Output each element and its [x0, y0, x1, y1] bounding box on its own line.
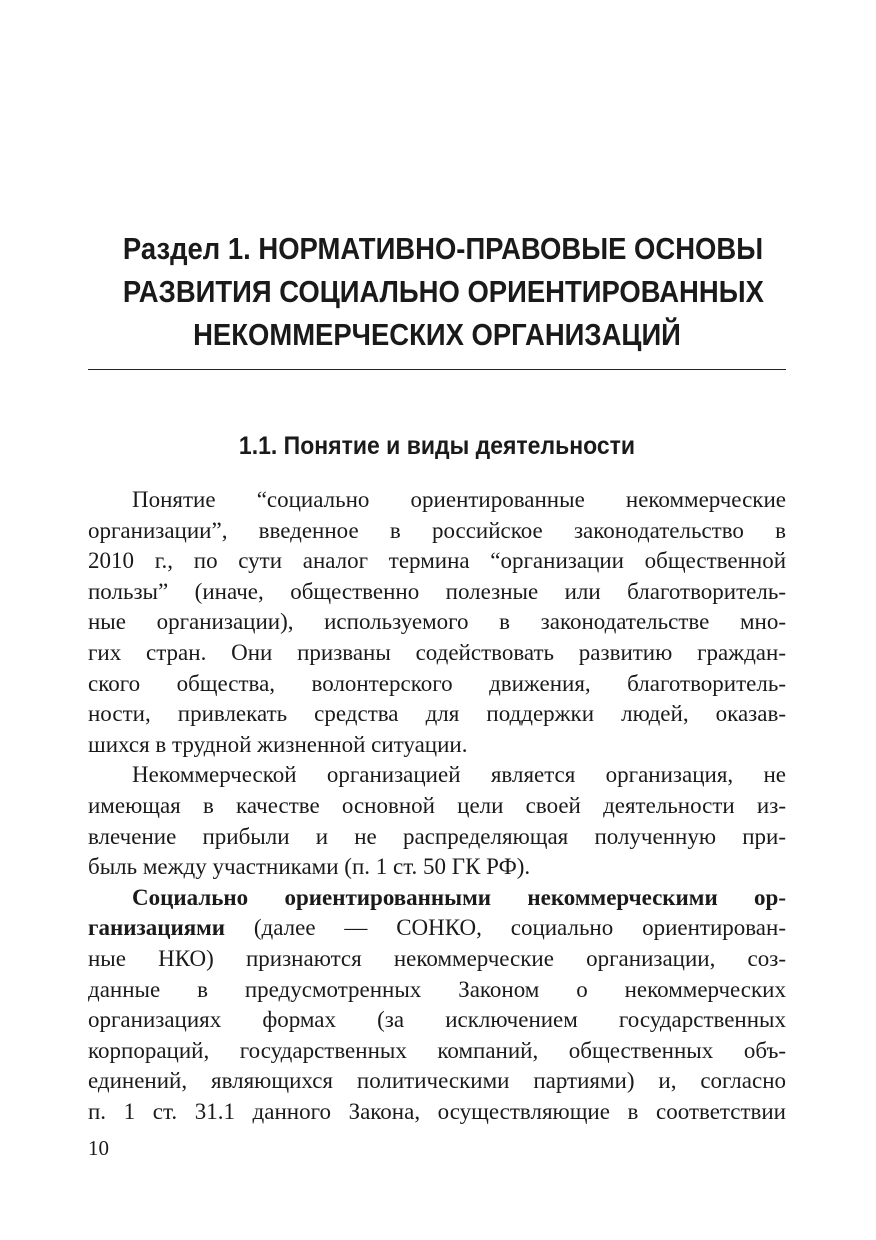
text-line: Некоммерческой организацией является организация, не — [132, 762, 786, 788]
text-line: быль между участниками (п. 1 ст. 50 ГК РФ). — [88, 854, 531, 880]
text-line: Понятие “социально ориентированные некоммерческие — [132, 487, 786, 512]
text-line: гих стран. Они призваны содействовать развитию граждан- — [88, 639, 786, 665]
text-line: данные в предусмотренных Законом о некоммерческих — [88, 976, 786, 1002]
text-line: ные НКО) признаются некоммерческие организации, соз- — [88, 945, 786, 971]
text-line — [88, 913, 786, 944]
paragraph — [88, 760, 786, 882]
subsection-heading: 1.1. Понятие и виды деятельности — [238, 432, 636, 460]
heading-divider — [88, 369, 786, 370]
text-line: п. 1 ст. 31.1 данного Закона, осуществляющие в соответствии — [88, 1098, 786, 1124]
text-line: Социально ориентированными некоммерческими ор- — [132, 884, 786, 910]
term-emphasis: ганизациями — [88, 915, 226, 941]
section-heading-line: Раздел 1. НОРМАТИВНО-ПРАВОВЫЕ ОСНОВЫ — [122, 232, 764, 266]
body-text — [88, 485, 786, 1127]
page-number: 10 — [88, 1136, 109, 1160]
text-line: влечение прибыли и не распределяющая полученную при- — [88, 823, 786, 849]
text-line: имеющая в качестве основной цели своей деятельности из- — [88, 792, 786, 818]
text-line: 2010 г., по сути аналог термина “организации общественной — [88, 548, 786, 574]
paragraph — [88, 485, 786, 760]
text-line: организациях формах (за исключением государственных — [88, 1007, 786, 1033]
section-heading-line: РАЗВИТИЯ СОЦИАЛЬНО ОРИЕНТИРОВАННЫХ — [122, 275, 764, 309]
text-line: корпораций, государственных компаний, общественных объ- — [88, 1037, 786, 1063]
text-line: ности, привлекать средства для поддержки людей, оказав- — [88, 701, 786, 727]
text-line: ные организации), используемого в законодательстве мно- — [88, 609, 786, 635]
text-line: организации”, введенное в российское законодательство в — [88, 517, 786, 543]
text-line: шихся в трудной жизненной ситуации. — [88, 731, 468, 757]
text-fragment: (далее — СОНКО, социально ориентирован- — [225, 915, 786, 941]
text-line: единений, являющихся политическими партиями) и, согласно — [88, 1068, 786, 1094]
section-heading-line: НЕКОММЕРЧЕСКИХ ОРГАНИЗАЦИЙ — [193, 318, 681, 352]
text-line: ского общества, волонтерского движения, благотворитель- — [88, 670, 786, 696]
text-line: пользы” (иначе, общественно полезные или благотворитель- — [88, 578, 786, 604]
paragraph — [88, 883, 786, 1128]
section-heading — [122, 228, 764, 357]
